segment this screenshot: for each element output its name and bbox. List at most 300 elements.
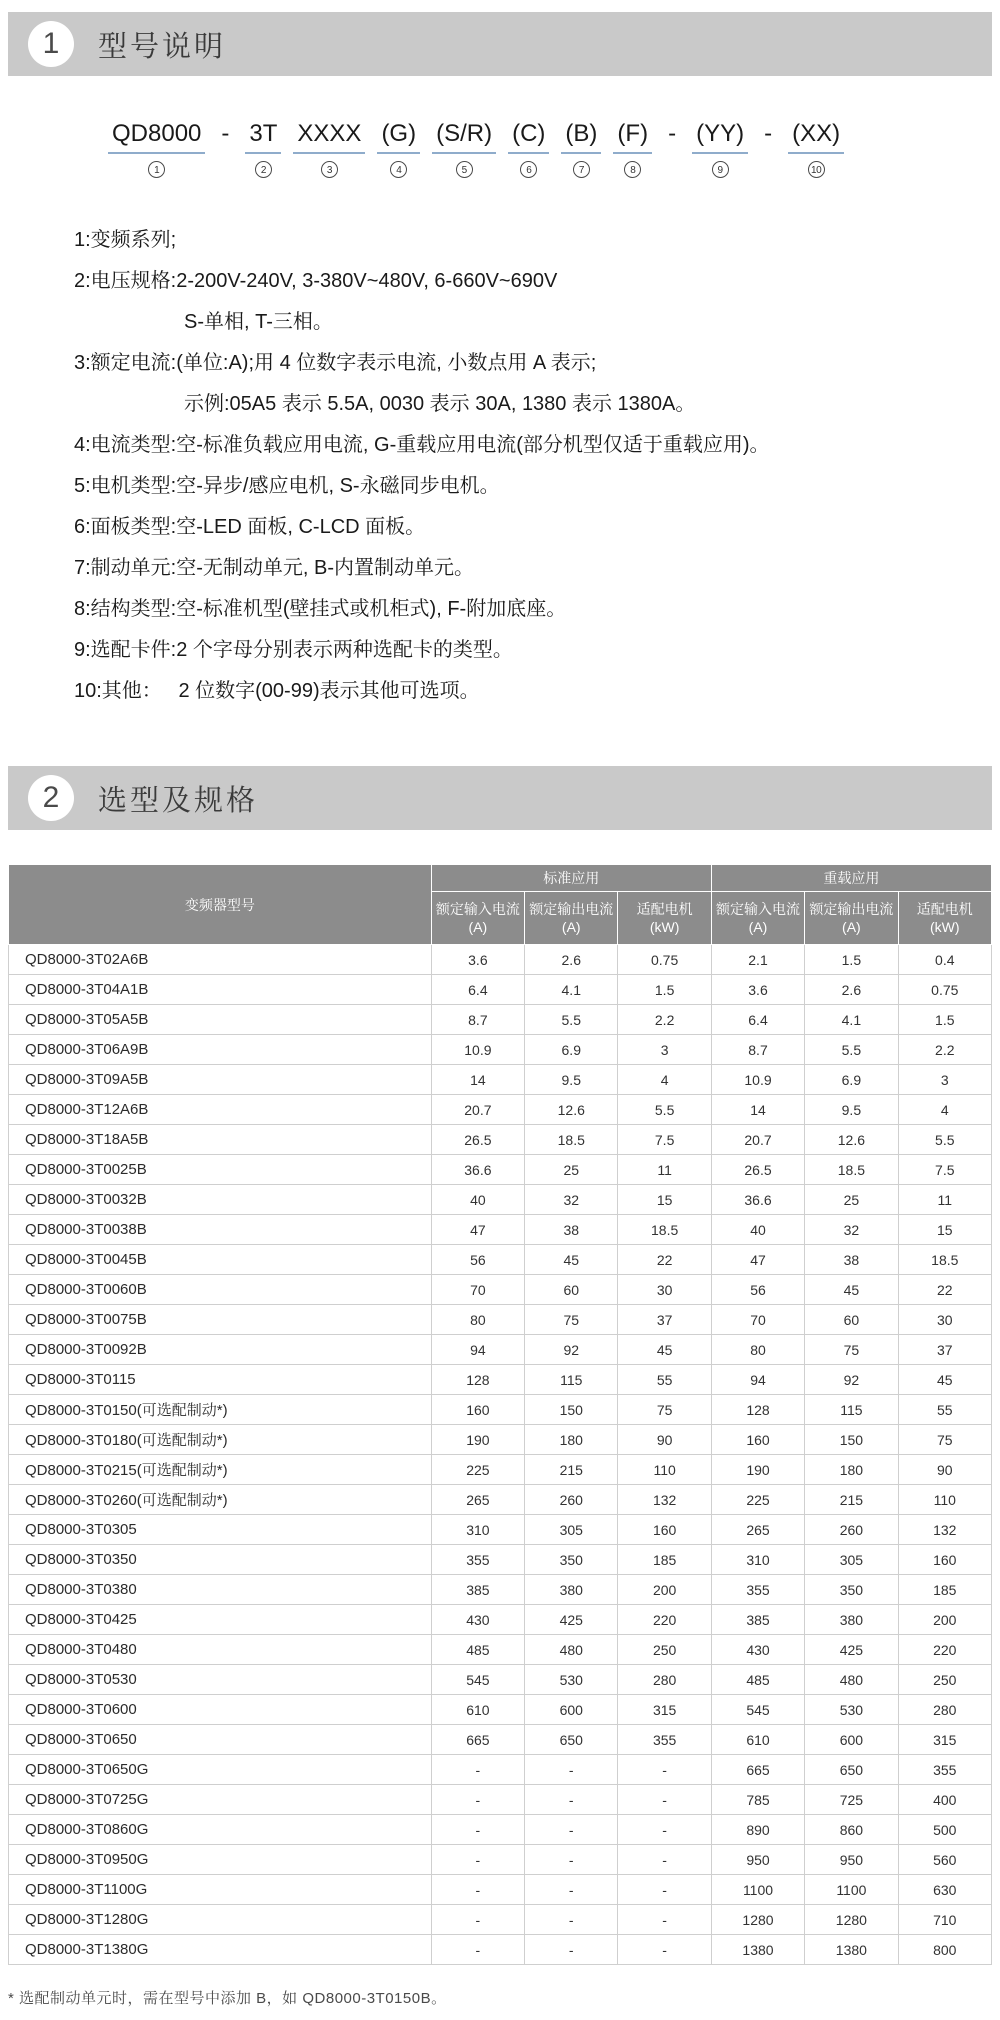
value-cell: 355 (711, 1575, 804, 1605)
value-cell: 115 (525, 1365, 618, 1395)
value-cell: - (431, 1875, 524, 1905)
section-1-number: 1 (42, 27, 60, 60)
model-cell: QD8000-3T0060B (9, 1275, 432, 1305)
table-row (9, 1305, 992, 1335)
model-cell: QD8000-3T1280G (9, 1905, 432, 1935)
model-segment (561, 120, 601, 178)
model-cell: QD8000-3T0305 (9, 1515, 432, 1545)
subcol-header: 额定输出电流 (A) (805, 892, 898, 945)
value-cell: 280 (618, 1665, 711, 1695)
spec-table (8, 864, 992, 1965)
table-row (9, 1335, 992, 1365)
value-cell: 5.5 (898, 1125, 991, 1155)
value-cell: 10.9 (711, 1065, 804, 1095)
value-cell: 110 (898, 1485, 991, 1515)
segment-number-badge: 6 (520, 161, 537, 178)
value-cell: 280 (898, 1695, 991, 1725)
value-cell: 400 (898, 1785, 991, 1815)
value-cell: 15 (898, 1215, 991, 1245)
value-cell: - (431, 1845, 524, 1875)
value-cell: 385 (431, 1575, 524, 1605)
model-cell: QD8000-3T0600 (9, 1695, 432, 1725)
table-row (9, 1035, 992, 1065)
value-cell: 45 (618, 1335, 711, 1365)
value-cell: 220 (898, 1635, 991, 1665)
value-cell: 315 (898, 1725, 991, 1755)
model-segment (508, 120, 549, 178)
table-row (9, 1935, 992, 1965)
value-cell: 4.1 (525, 975, 618, 1005)
model-cell: QD8000-3T0650G (9, 1755, 432, 1785)
value-cell: 310 (711, 1545, 804, 1575)
value-cell: 26.5 (711, 1155, 804, 1185)
value-cell: 7.5 (898, 1155, 991, 1185)
subcol-header: 额定输出电流 (A) (525, 892, 618, 945)
value-cell: 26.5 (431, 1125, 524, 1155)
value-cell: 12.6 (805, 1125, 898, 1155)
value-cell: 1.5 (898, 1005, 991, 1035)
note-line: 2:电压规格:2-200V-240V, 3-380V~480V, 6-660V~690V (74, 270, 558, 292)
table-row (9, 1695, 992, 1725)
value-cell: 1280 (805, 1905, 898, 1935)
value-cell: 785 (711, 1785, 804, 1815)
value-cell: 950 (805, 1845, 898, 1875)
model-cell: QD8000-3T0045B (9, 1245, 432, 1275)
value-cell: 385 (711, 1605, 804, 1635)
model-cell: QD8000-3T0950G (9, 1845, 432, 1875)
value-cell: - (525, 1845, 618, 1875)
value-cell: 160 (431, 1395, 524, 1425)
value-cell: 2.1 (711, 945, 804, 975)
section-2-number-badge (28, 775, 74, 821)
value-cell: 75 (898, 1425, 991, 1455)
value-cell: 45 (805, 1275, 898, 1305)
value-cell: 22 (898, 1275, 991, 1305)
model-segment (664, 120, 680, 152)
value-cell: 2.2 (618, 1005, 711, 1035)
model-cell: QD8000-3T0092B (9, 1335, 432, 1365)
value-cell: 2.2 (898, 1035, 991, 1065)
segment-label: (YY) (692, 120, 748, 154)
table-row (9, 1125, 992, 1155)
value-cell: 90 (898, 1455, 991, 1485)
value-cell: 6.9 (805, 1065, 898, 1095)
value-cell: 180 (805, 1455, 898, 1485)
value-cell: 185 (898, 1575, 991, 1605)
table-row (9, 1845, 992, 1875)
table-row (9, 1905, 992, 1935)
table-row (9, 945, 992, 975)
subcol-header: 额定输入电流 (A) (711, 892, 804, 945)
subcol-header: 适配电机 (kW) (898, 892, 991, 945)
value-cell: 350 (805, 1575, 898, 1605)
model-segment (377, 120, 420, 178)
value-cell: 75 (805, 1335, 898, 1365)
value-cell: 305 (525, 1515, 618, 1545)
table-row (9, 1665, 992, 1695)
segment-number-badge: 2 (255, 161, 272, 178)
value-cell: 4 (618, 1065, 711, 1095)
value-cell: 0.4 (898, 945, 991, 975)
value-cell: 650 (805, 1755, 898, 1785)
model-segment (245, 120, 281, 178)
table-row (9, 1215, 992, 1245)
note-line: 7:制动单元:空-无制动单元, B-内置制动单元。 (74, 557, 475, 579)
segment-label: XXXX (293, 120, 365, 154)
model-cell: QD8000-3T0260(可选配制动*) (9, 1485, 432, 1515)
model-cell: QD8000-3T1380G (9, 1935, 432, 1965)
value-cell: 9.5 (805, 1095, 898, 1125)
table-row (9, 1545, 992, 1575)
segment-number-badge: 1 (148, 161, 165, 178)
table-row (9, 1065, 992, 1095)
model-cell: QD8000-3T0380 (9, 1575, 432, 1605)
value-cell: 4 (898, 1095, 991, 1125)
value-cell: 545 (711, 1695, 804, 1725)
value-cell: 36.6 (711, 1185, 804, 1215)
value-cell: 860 (805, 1815, 898, 1845)
value-cell: 94 (711, 1365, 804, 1395)
value-cell: 200 (898, 1605, 991, 1635)
value-cell: 185 (618, 1545, 711, 1575)
value-cell: 11 (898, 1185, 991, 1215)
value-cell: 480 (805, 1665, 898, 1695)
value-cell: 15 (618, 1185, 711, 1215)
value-cell: 55 (618, 1365, 711, 1395)
value-cell: 132 (898, 1515, 991, 1545)
table-row (9, 1095, 992, 1125)
value-cell: 200 (618, 1575, 711, 1605)
segment-number-badge: 7 (573, 161, 590, 178)
value-cell: - (618, 1875, 711, 1905)
value-cell: 38 (805, 1245, 898, 1275)
value-cell: 110 (618, 1455, 711, 1485)
value-cell: 70 (711, 1305, 804, 1335)
model-cell: QD8000-3T0038B (9, 1215, 432, 1245)
table-row (9, 1245, 992, 1275)
value-cell: 1380 (805, 1935, 898, 1965)
value-cell: 80 (431, 1305, 524, 1335)
value-cell: 47 (711, 1245, 804, 1275)
segment-label: QD8000 (108, 120, 205, 154)
value-cell: 37 (898, 1335, 991, 1365)
col-header-model: 变频器型号 (9, 865, 432, 945)
value-cell: 150 (805, 1425, 898, 1455)
model-code-diagram (108, 120, 992, 178)
value-cell: 3 (898, 1065, 991, 1095)
section-2-number: 2 (42, 781, 60, 814)
value-cell: 190 (431, 1425, 524, 1455)
value-cell: 545 (431, 1665, 524, 1695)
value-cell: 12.6 (525, 1095, 618, 1125)
value-cell: 6.4 (431, 975, 524, 1005)
value-cell: 37 (618, 1305, 711, 1335)
value-cell: 5.5 (525, 1005, 618, 1035)
model-segment (293, 120, 365, 178)
value-cell: 115 (805, 1395, 898, 1425)
model-cell: QD8000-3T0150(可选配制动*) (9, 1395, 432, 1425)
group-header-heavy: 重载应用 (711, 865, 991, 892)
value-cell: 47 (431, 1215, 524, 1245)
table-row (9, 1605, 992, 1635)
segment-label: - (221, 120, 230, 147)
value-cell: 45 (525, 1245, 618, 1275)
value-cell: 1.5 (805, 945, 898, 975)
value-cell: 70 (431, 1275, 524, 1305)
model-cell: QD8000-3T12A6B (9, 1095, 432, 1125)
value-cell: 265 (711, 1515, 804, 1545)
table-row (9, 1725, 992, 1755)
value-cell: 5.5 (805, 1035, 898, 1065)
value-cell: 610 (431, 1695, 524, 1725)
value-cell: - (525, 1905, 618, 1935)
segment-number-badge: 8 (624, 161, 641, 178)
model-segment (217, 120, 233, 152)
value-cell: 14 (711, 1095, 804, 1125)
value-cell: 250 (618, 1635, 711, 1665)
table-row (9, 1005, 992, 1035)
value-cell: 380 (525, 1575, 618, 1605)
value-cell: 215 (525, 1455, 618, 1485)
value-cell: 260 (525, 1485, 618, 1515)
value-cell: 355 (898, 1755, 991, 1785)
value-cell: 425 (805, 1635, 898, 1665)
value-cell: 350 (525, 1545, 618, 1575)
value-cell: 2.6 (805, 975, 898, 1005)
value-cell: 160 (618, 1515, 711, 1545)
section-2-title: 选型及规格 (98, 784, 259, 817)
table-row (9, 1275, 992, 1305)
segment-label: 3T (245, 120, 281, 154)
value-cell: 55 (898, 1395, 991, 1425)
value-cell: 6.9 (525, 1035, 618, 1065)
value-cell: 9.5 (525, 1065, 618, 1095)
note-line: 9:选配卡件:2 个字母分别表示两种选配卡的类型。 (74, 639, 513, 661)
value-cell: 7.5 (618, 1125, 711, 1155)
value-cell: 650 (525, 1725, 618, 1755)
model-cell: QD8000-3T0725G (9, 1785, 432, 1815)
value-cell: 485 (431, 1635, 524, 1665)
value-cell: 190 (711, 1455, 804, 1485)
model-segment (788, 120, 844, 178)
value-cell: - (525, 1755, 618, 1785)
value-cell: - (525, 1935, 618, 1965)
table-row (9, 1485, 992, 1515)
model-cell: QD8000-3T04A1B (9, 975, 432, 1005)
value-cell: 8.7 (711, 1035, 804, 1065)
value-cell: 6.4 (711, 1005, 804, 1035)
value-cell: 60 (525, 1275, 618, 1305)
segment-label: (S/R) (432, 120, 496, 154)
value-cell: 14 (431, 1065, 524, 1095)
value-cell: 11 (618, 1155, 711, 1185)
value-cell: 75 (618, 1395, 711, 1425)
table-row (9, 1575, 992, 1605)
value-cell: 56 (431, 1245, 524, 1275)
value-cell: 710 (898, 1905, 991, 1935)
value-cell: 0.75 (618, 945, 711, 975)
value-cell: 430 (711, 1635, 804, 1665)
value-cell: 225 (431, 1455, 524, 1485)
model-segment (692, 120, 748, 178)
model-segment (108, 120, 205, 178)
table-row (9, 975, 992, 1005)
value-cell: 500 (898, 1815, 991, 1845)
value-cell: 150 (525, 1395, 618, 1425)
value-cell: 265 (431, 1485, 524, 1515)
value-cell: 3.6 (711, 975, 804, 1005)
value-cell: 560 (898, 1845, 991, 1875)
model-cell: QD8000-3T02A6B (9, 945, 432, 975)
segment-label: (F) (613, 120, 652, 154)
model-cell: QD8000-3T0215(可选配制动*) (9, 1455, 432, 1485)
model-cell: QD8000-3T09A5B (9, 1065, 432, 1095)
value-cell: 80 (711, 1335, 804, 1365)
value-cell: 32 (805, 1215, 898, 1245)
value-cell: 215 (805, 1485, 898, 1515)
model-segment (760, 120, 776, 152)
segment-number-badge: 4 (390, 161, 407, 178)
value-cell: 36.6 (431, 1155, 524, 1185)
value-cell: 94 (431, 1335, 524, 1365)
subcol-header: 适配电机 (kW) (618, 892, 711, 945)
value-cell: 56 (711, 1275, 804, 1305)
footnote: * 选配制动单元时，需在型号中添加 B，如 QD8000-3T0150B。 (8, 1990, 447, 2007)
value-cell: 305 (805, 1545, 898, 1575)
value-cell: 890 (711, 1815, 804, 1845)
section-1-number-badge (28, 21, 74, 67)
value-cell: - (525, 1875, 618, 1905)
table-row (9, 1785, 992, 1815)
value-cell: - (618, 1905, 711, 1935)
value-cell: 20.7 (711, 1125, 804, 1155)
value-cell: 315 (618, 1695, 711, 1725)
value-cell: 25 (805, 1185, 898, 1215)
value-cell: - (618, 1815, 711, 1845)
value-cell: 800 (898, 1935, 991, 1965)
value-cell: 725 (805, 1785, 898, 1815)
value-cell: 220 (618, 1605, 711, 1635)
table-row (9, 1155, 992, 1185)
segment-number-badge: 5 (456, 161, 473, 178)
model-cell: QD8000-3T18A5B (9, 1125, 432, 1155)
table-row (9, 1395, 992, 1425)
model-segment (613, 120, 652, 178)
value-cell: - (431, 1755, 524, 1785)
value-cell: 128 (711, 1395, 804, 1425)
table-row (9, 1425, 992, 1455)
value-cell: 40 (711, 1215, 804, 1245)
value-cell: 10.9 (431, 1035, 524, 1065)
value-cell: 132 (618, 1485, 711, 1515)
value-cell: 160 (898, 1545, 991, 1575)
model-segment (432, 120, 496, 178)
value-cell: - (431, 1905, 524, 1935)
note-line: 3:额定电流:(单位:A);用 4 位数字表示电流, 小数点用 A 表示; (74, 352, 597, 374)
segment-number-badge: 3 (321, 161, 338, 178)
section-2-header (8, 766, 992, 830)
value-cell: 5.5 (618, 1095, 711, 1125)
value-cell: 18.5 (525, 1125, 618, 1155)
value-cell: 160 (711, 1425, 804, 1455)
segment-label: - (764, 120, 773, 147)
model-cell: QD8000-3T0530 (9, 1665, 432, 1695)
value-cell: 480 (525, 1635, 618, 1665)
value-cell: 225 (711, 1485, 804, 1515)
value-cell: 425 (525, 1605, 618, 1635)
group-header-standard: 标准应用 (431, 865, 711, 892)
value-cell: 90 (618, 1425, 711, 1455)
value-cell: - (525, 1785, 618, 1815)
value-cell: 128 (431, 1365, 524, 1395)
model-cell: QD8000-3T1100G (9, 1875, 432, 1905)
value-cell: 25 (525, 1155, 618, 1185)
segment-number-badge: 10 (808, 161, 825, 178)
value-cell: 600 (525, 1695, 618, 1725)
note-line: S-单相, T-三相。 (184, 311, 333, 333)
value-cell: 92 (525, 1335, 618, 1365)
table-row (9, 1635, 992, 1665)
note-line: 1:变频系列; (74, 229, 177, 251)
model-cell: QD8000-3T0115 (9, 1365, 432, 1395)
section-1-title: 型号说明 (98, 30, 227, 63)
value-cell: 75 (525, 1305, 618, 1335)
value-cell: 355 (431, 1545, 524, 1575)
value-cell: - (431, 1785, 524, 1815)
model-cell: QD8000-3T0180(可选配制动*) (9, 1425, 432, 1455)
value-cell: 665 (431, 1725, 524, 1755)
value-cell: 1380 (711, 1935, 804, 1965)
note-line: 4:电流类型:空-标准负载应用电流, G-重载应用电流(部分机型仅适于重载应用)。 (74, 434, 770, 456)
value-cell: 380 (805, 1605, 898, 1635)
table-row (9, 1815, 992, 1845)
note-line: 8:结构类型:空-标准机型(壁挂式或机柜式), F-附加底座。 (74, 598, 567, 620)
model-cell: QD8000-3T0860G (9, 1815, 432, 1845)
model-cell: QD8000-3T0025B (9, 1155, 432, 1185)
model-notes-list (74, 220, 992, 712)
table-row (9, 1515, 992, 1545)
value-cell: 180 (525, 1425, 618, 1455)
value-cell: 8.7 (431, 1005, 524, 1035)
value-cell: 665 (711, 1755, 804, 1785)
value-cell: 18.5 (618, 1215, 711, 1245)
segment-label: (G) (377, 120, 420, 154)
value-cell: 430 (431, 1605, 524, 1635)
table-row (9, 1455, 992, 1485)
value-cell: 92 (805, 1365, 898, 1395)
value-cell: 32 (525, 1185, 618, 1215)
note-line: 5:电机类型:空-异步/感应电机, S-永磁同步电机。 (74, 475, 500, 497)
segment-label: (C) (508, 120, 549, 154)
value-cell: - (618, 1935, 711, 1965)
model-cell: QD8000-3T0650 (9, 1725, 432, 1755)
model-cell: QD8000-3T0480 (9, 1635, 432, 1665)
value-cell: 630 (898, 1875, 991, 1905)
value-cell: 530 (525, 1665, 618, 1695)
value-cell: 530 (805, 1695, 898, 1725)
value-cell: - (618, 1755, 711, 1785)
value-cell: 0.75 (898, 975, 991, 1005)
segment-label: - (668, 120, 677, 147)
value-cell: 40 (431, 1185, 524, 1215)
value-cell: 355 (618, 1725, 711, 1755)
model-cell: QD8000-3T05A5B (9, 1005, 432, 1035)
value-cell: 950 (711, 1845, 804, 1875)
model-cell: QD8000-3T0075B (9, 1305, 432, 1335)
value-cell: 30 (898, 1305, 991, 1335)
note-line: 6:面板类型:空-LED 面板, C-LCD 面板。 (74, 516, 426, 538)
value-cell: 250 (898, 1665, 991, 1695)
